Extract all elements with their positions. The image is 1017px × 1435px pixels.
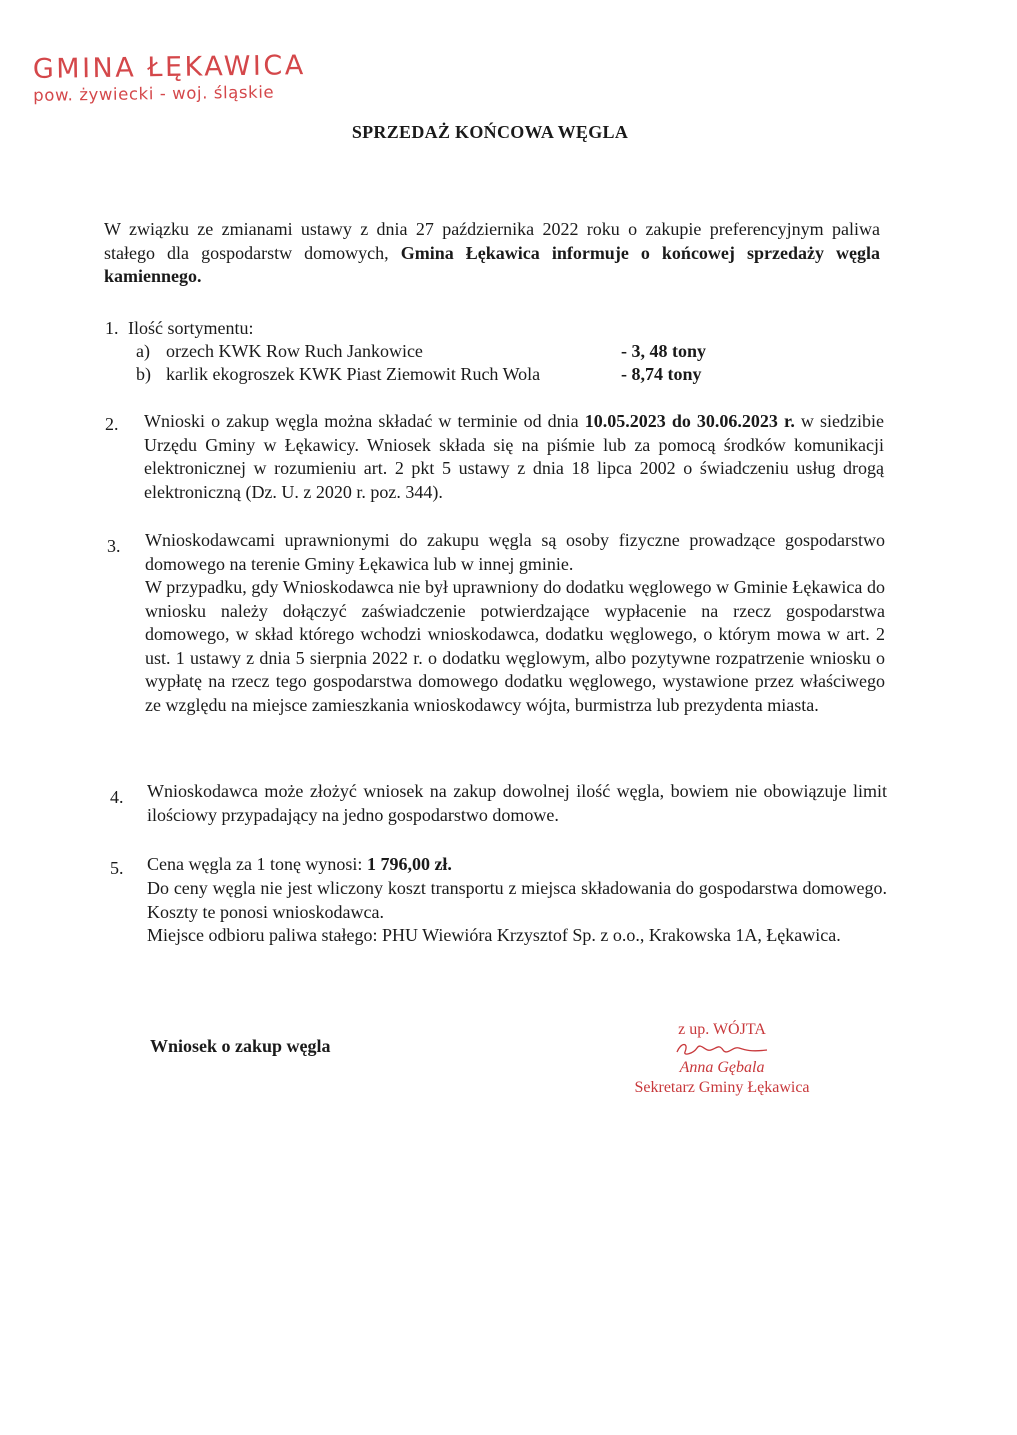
item-2-text — [144, 410, 884, 504]
signature-stamp — [612, 1020, 832, 1098]
sort-row-a — [136, 340, 736, 363]
intro-text: W związku ze zmianami ustawy z dnia 27 października 2022 roku o zakupie preferencyjnym paliwa stałego dla gospodarstw domowych, — [104, 219, 880, 263]
item-3-para-1: Wnioskodawcami uprawnionymi do zakupu węgla są osoby fizyczne prowadzące gospodarstwo domowego na terenie Gminy Łękawica lub w innej gminie. — [145, 530, 885, 574]
item-1-number: 1. — [105, 318, 119, 338]
item-5-pickup: Miejsce odbioru paliwa stałego: PHU Wiewióra Krzysztof Sp. z o.o., Krakowska 1A, Łękawica. — [147, 925, 841, 945]
item-2-dates: 10.05.2023 do 30.06.2023 r. — [584, 411, 795, 431]
item-2-text-b: w siedzibie Urzędu Gminy w Łękawicy. Wniosek składa się na piśmie lub za pomocą środków komunikacji elektronicznej w rozumieniu art. 2 pkt 5 ustawy z dnia 18 lipca 2002 o świadczeniu usług drogą elektroniczną (Dz. U. z 2020 r. poz. 344). — [144, 411, 884, 502]
item-3-para-2: W przypadku, gdy Wnioskodawca nie był uprawniony do dodatku węglowego w Gminie Łękawica do wniosku należy dołączyć zaświadczenie potwierdzające wypłacenie na rzecz gospodarstwa domowego, w skład którego wchodzi wnioskodawca, dodatku węglowego, o którym mowa w art. 2 ust. 1 ustawy z dnia 5 sierpnia 2022 r. o dodatku węglowym, albo pozytywne rozpatrzenie wniosku o wypłatę na rzecz tego gospodarstwa domowego dodatku węglowego, wystawione przez właściwego ze względu na miejsce zamieszkania wnioskodawcy wójta, burmistrza lub prezydenta miasta. — [145, 577, 885, 715]
sort-name: karlik ekogroszek KWK Piast Ziemowit Ruch Wola — [166, 364, 541, 384]
item-5-price — [147, 853, 887, 877]
item-3-number: 3. — [107, 536, 121, 556]
item-4-text: Wnioskodawca może złożyć wniosek na zakup dowolnej ilość węgla, bowiem nie obowiązuje limit ilościowy przypadający na jedno gospodarstwo domowe. — [147, 781, 887, 825]
handwritten-signature — [612, 1040, 832, 1058]
price-label: Cena węgla za 1 tonę wynosi: — [147, 854, 367, 874]
sort-label: a) — [136, 341, 150, 361]
item-4-number: 4. — [110, 787, 124, 807]
item-5-number: 5. — [110, 858, 124, 878]
signature-role: Sekretarz Gminy Łękawica — [634, 1079, 810, 1096]
intro-paragraph — [104, 218, 880, 289]
sort-amount: - 8,74 tony — [621, 364, 702, 384]
application-form-link[interactable]: Wniosek o zakup węgla — [150, 1036, 331, 1056]
item-1-heading: Ilość sortymentu: — [128, 318, 254, 338]
intro-bold-text: Gmina Łękawica informuje o końcowej sprzedaży węgla kamiennego. — [104, 242, 881, 287]
sort-name: orzech KWK Row Ruch Jankowice — [166, 341, 423, 361]
signature-line-1: z up. WÓJTA — [678, 1021, 766, 1038]
stamp-line-municipality: GMINA ŁĘKAWICA — [32, 50, 306, 85]
sort-label: b) — [136, 364, 151, 384]
signature-name: Anna Gębala — [679, 1059, 765, 1076]
item-5-transport: Do ceny węgla nie jest wliczony koszt transportu z miejsca składowania do gospodarstwa domowego. Koszty te ponosi wnioskodawca. — [147, 878, 887, 922]
document-title: SPRZEDAŻ KOŃCOWA WĘGLA — [351, 122, 629, 142]
stamp-line-region: pow. żywiecki - woj. śląskie — [33, 82, 275, 105]
sort-row-b — [136, 363, 736, 386]
item-2-number: 2. — [105, 414, 119, 434]
municipality-stamp — [33, 50, 307, 106]
price-value: 1 796,00 zł. — [366, 854, 452, 874]
sort-amount: - 3, 48 tony — [621, 341, 706, 361]
item-2-text-a: Wnioski o zakup węgla można składać w terminie od dnia — [144, 411, 585, 431]
